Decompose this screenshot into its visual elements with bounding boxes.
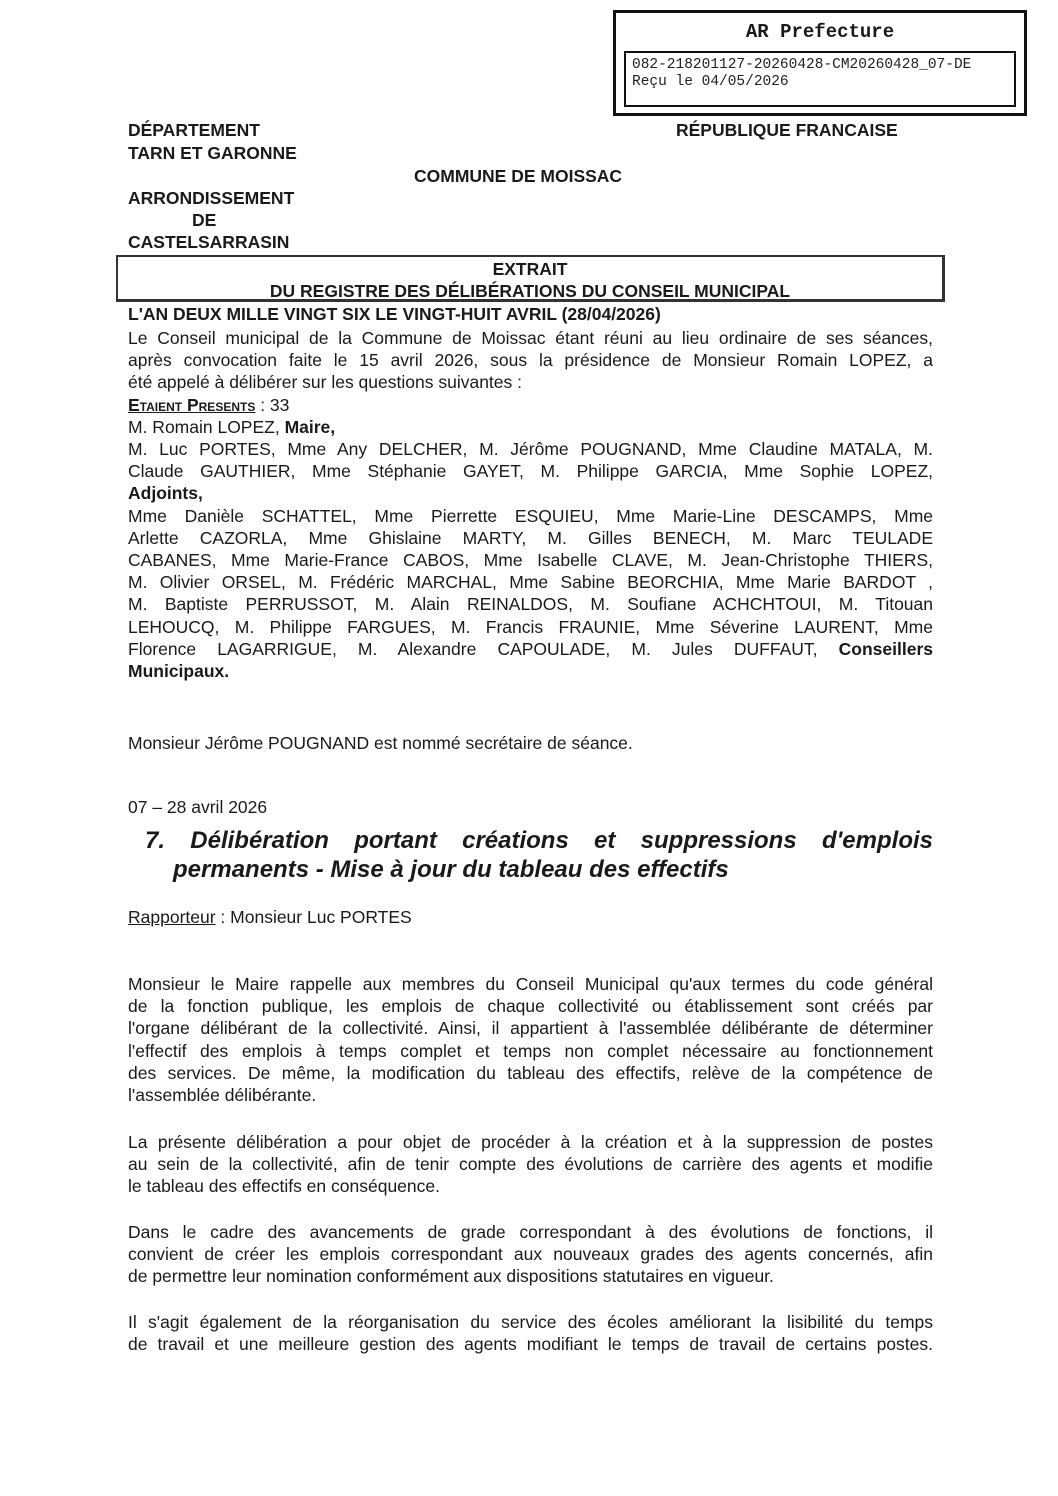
title-line-1 <box>145 826 933 855</box>
prefecture-stamp <box>613 10 1027 116</box>
paragraph-line: Dans le cadre des avancements de grade correspondant à des évolutions de fonctions, il <box>128 1222 933 1242</box>
session-intro <box>128 327 933 682</box>
conseillers-line: Mme Danièle SCHATTEL, Mme Pierrette ESQUIEU, Mme Marie-Line DESCAMPS, Mme <box>128 505 933 526</box>
conseillers-line: CABANES, Mme Marie-France CABOS, Mme Isabelle CLAVE, M. Jean-Christophe THIERS, <box>128 550 933 571</box>
extrait-box <box>116 255 945 302</box>
arrondissement-label: ARRONDISSEMENT <box>128 188 295 208</box>
rapporteur-line <box>128 907 412 928</box>
paragraph-line: l'organe délibérant de la collectivité. Ainsi, il appartient à l'assemblée délibérante de déterminer <box>128 1018 933 1039</box>
paragraph-2 <box>128 1131 933 1198</box>
maire-name: M. Romain LOPEZ, <box>128 416 285 437</box>
stamp-title: AR Prefecture <box>745 21 895 43</box>
paragraph-line: Il s'agit également de la réorganisation du service des écoles améliorant la lisibilité du temps <box>128 1312 933 1332</box>
maire-role: Maire, <box>284 416 336 437</box>
deliberation-title <box>145 826 933 884</box>
presents-label: Etaient Presents <box>128 394 256 415</box>
paragraph-line: convient de créer les emplois correspondant aux nouveaux grades des agents concernés, afin <box>128 1244 933 1265</box>
intro-line: après convocation faite le 15 avril 2026, sous la présidence de Monsieur Romain LOPEZ, a <box>128 350 933 371</box>
department-label: DÉPARTEMENT <box>128 120 260 140</box>
extrait-title: EXTRAIT <box>492 259 568 279</box>
deliberation-ref-date: 07 – 28 avril 2026 <box>128 797 268 817</box>
conseillers-line: M. Olivier ORSEL, M. Frédéric MARCHAL, Mme Sabine BEORCHIA, Mme Marie BARDOT , <box>128 572 933 593</box>
conseillers-line: Arlette CAZORLA, Mme Ghislaine MARTY, M. Gilles BENECH, M. Marc TEULADE <box>128 527 933 548</box>
paragraph-3 <box>128 1221 933 1288</box>
paragraph-line: des services. De même, la modification du tableau des effectifs, relève de la compétence de <box>128 1062 933 1083</box>
adjoints-role: Adjoints, <box>128 483 203 504</box>
presents-line <box>128 394 933 416</box>
title-text-1: Délibération portant créations et suppressions d'emplois <box>190 827 933 854</box>
department-name: TARN ET GARONNE <box>128 143 297 163</box>
conseillers-line: LEHOUCQ, M. Philippe FARGUES, M. Francis FRAUNIE, Mme Séverine LAURENT, Mme <box>128 616 933 637</box>
stamp-reference-box <box>624 51 1016 107</box>
paragraph-line: au sein de la collectivité, afin de tenir compte des évolutions de carrière des agents et modifie <box>128 1154 933 1175</box>
rapporteur-label: Rapporteur <box>128 907 216 927</box>
paragraph-line: de permettre leur nomination conformément aux dispositions statutaires en vigueur. <box>128 1266 774 1287</box>
arrondissement-de: DE <box>192 210 217 230</box>
conseillers-names-end: Florence LAGARRIGUE, M. Alexandre CAPOULADE, M. Jules DUFFAUT, <box>128 638 839 659</box>
intro-line: été appelé à délibérer sur les questions suivantes : <box>128 372 522 393</box>
commune-name: COMMUNE DE MOISSAC <box>414 166 623 186</box>
paragraph-line: de la fonction publique, les emplois de chaque collectivité ou établissement sont créés par <box>128 996 933 1017</box>
paragraph-4 <box>128 1311 933 1355</box>
conseillers-role-end: Municipaux. <box>128 661 230 682</box>
paragraph-line: le tableau des effectifs en conséquence. <box>128 1176 440 1197</box>
conseillers-line: M. Baptiste PERRUSSOT, M. Alain REINALDOS, M. Soufiane ACHCHTOUI, M. Titouan <box>128 594 933 615</box>
presents-count: : 33 <box>255 394 290 415</box>
arrondissement-name: CASTELSARRASIN <box>128 232 290 252</box>
conseillers-line <box>128 638 933 660</box>
republic-label: RÉPUBLIQUE FRANCAISE <box>676 120 898 140</box>
paragraph-line: l'assemblée délibérante. <box>128 1085 317 1106</box>
paragraph-line: Monsieur le Maire rappelle aux membres du Conseil Municipal qu'aux termes du code général <box>128 974 933 994</box>
maire-line <box>128 416 933 438</box>
adjoints-line: M. Luc PORTES, Mme Any DELCHER, M. Jérôme POUGNAND, Mme Claudine MATALA, M. <box>128 439 933 460</box>
deliberation-number: 7. <box>145 827 166 854</box>
paragraph-line: de travail et une meilleure gestion des agents modifiant le temps de travail de certains postes. <box>128 1334 933 1355</box>
stamp-reference: 082-218201127-20260428-CM20260428_07-DE <box>632 57 972 73</box>
secretaire-line: Monsieur Jérôme POUGNAND est nommé secrétaire de séance. <box>128 733 633 753</box>
intro-line: Le Conseil municipal de la Commune de Moissac étant réuni au lieu ordinaire de ses séances, <box>128 328 933 348</box>
extrait-subtitle: DU REGISTRE DES DÉLIBÉRATIONS DU CONSEIL MUNICIPAL <box>269 281 791 301</box>
session-date: L'AN DEUX MILLE VINGT SIX LE VINGT-HUIT AVRIL (28/04/2026) <box>128 304 661 324</box>
stamp-received-date: Reçu le 04/05/2026 <box>632 74 789 90</box>
paragraph-line: La présente délibération a pour objet de procéder à la création et à la suppression de postes <box>128 1132 933 1152</box>
title-line-2: permanents - Mise à jour du tableau des effectifs <box>173 856 729 883</box>
paragraph-line: l'effectif des emplois à temps complet et temps non complet nécessaire au fonctionnement <box>128 1040 933 1061</box>
adjoints-line: Claude GAUTHIER, Mme Stéphanie GAYET, M. Philippe GARCIA, Mme Sophie LOPEZ, <box>128 461 933 482</box>
rapporteur-value: : Monsieur Luc PORTES <box>215 907 412 927</box>
paragraph-1 <box>128 973 933 1106</box>
conseillers-role: Conseillers <box>838 638 933 659</box>
